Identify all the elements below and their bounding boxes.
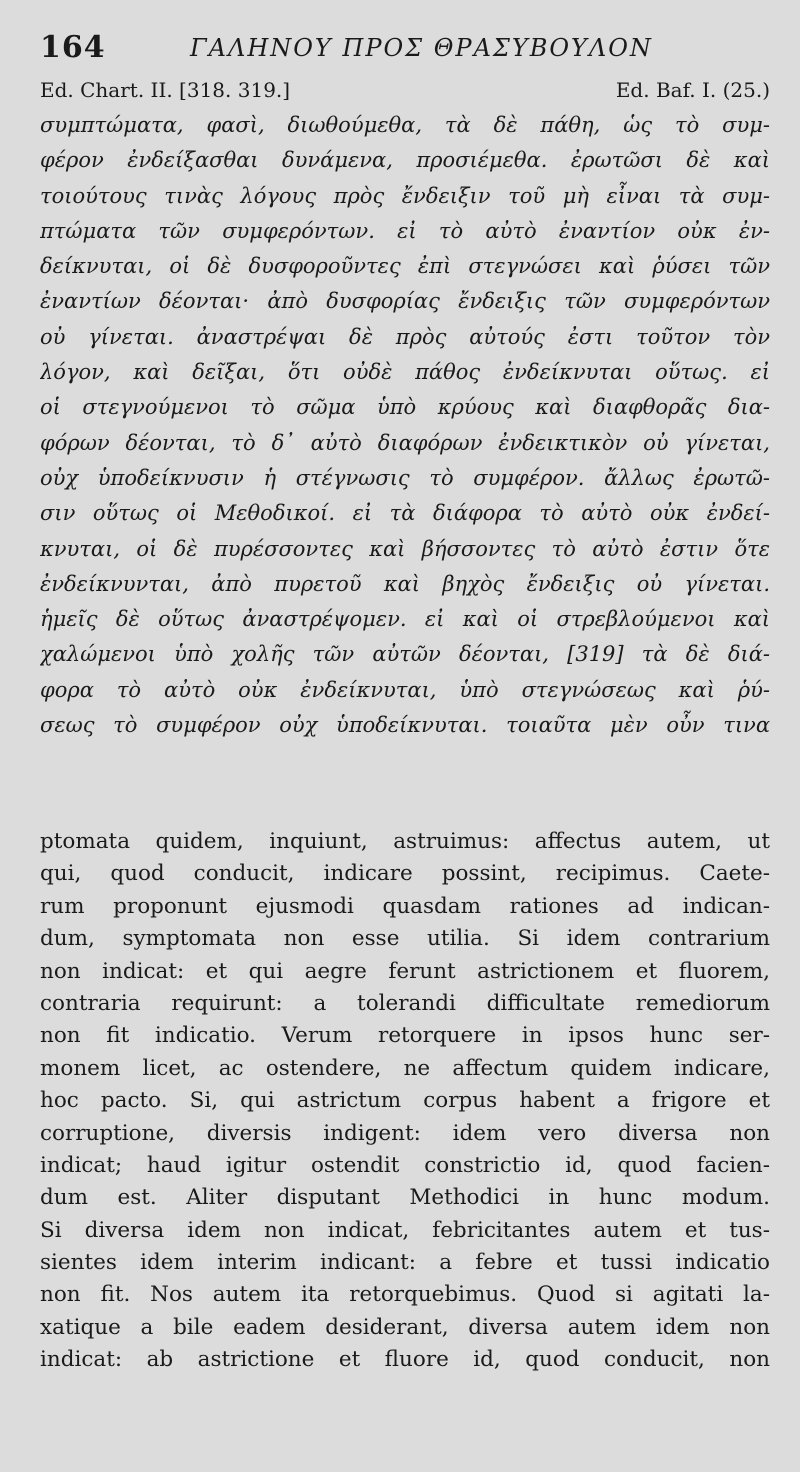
latin-text-line: qui, quod conducit, indicare possint, recipimus. Caete- xyxy=(40,861,770,887)
greek-text-line: πτώματα τῶν συμφερόντων. εἰ τὸ αὐτὸ ἐναντίον οὐκ ἐν- xyxy=(40,218,770,243)
edition-reference-basel: Ed. Baf. I. (25.) xyxy=(615,78,770,102)
greek-text-line: σιν οὕτως οἱ Μεθοδικοί. εἰ τὰ διάφορα τὸ αὐτὸ οὐκ ἐνδεί- xyxy=(40,501,770,526)
running-title: ΓΑΛΗΝΟΥ ΠΡΟΣ ΘΡΑΣΥΒΟΥΛΟΝ xyxy=(190,34,653,62)
greek-text-line: ἡμεῖς δὲ οὕτως ἀναστρέψομεν. εἰ καὶ οἱ στρεβλούμενοι καὶ xyxy=(40,607,770,632)
latin-text-line: non indicat: et qui aegre ferunt astrictionem et fluorem, xyxy=(40,958,770,984)
greek-text-line: χαλώμενοι ὑπὸ χολῆς τῶν αὐτῶν δέονται, [319] τὰ δὲ διά- xyxy=(40,642,770,667)
latin-text-line: monem licet, ac ostendere, ne affectum quidem indicare, xyxy=(40,1055,770,1081)
greek-text-line: κνυται, οἱ δὲ πυρέσσοντες καὶ βήσσοντες τὸ αὐτὸ ἐστιν ὅτε xyxy=(40,536,770,561)
greek-text-line: λόγον, καὶ δεῖξαι, ὅτι οὐδὲ πάθος ἐνδείκνυται οὕτως. εἰ xyxy=(40,360,770,385)
latin-text-line: dum est. Aliter disputant Methodici in hunc modum. xyxy=(40,1185,770,1211)
page-header xyxy=(40,30,770,70)
latin-text-line: corruptione, diversis indigent: idem vero diversa non xyxy=(40,1120,770,1146)
latin-text-line: sientes idem interim indicant: a febre et tussi indicatio xyxy=(40,1250,770,1276)
latin-text-line: hoc pacto. Si, qui astrictum corpus habent a frigore et xyxy=(40,1088,770,1114)
greek-text-line: σεως τὸ συμφέρον οὐχ ὑποδείκνυται. τοιαῦτα μὲν οὖν τινα xyxy=(40,713,770,738)
edition-reference-chartier: Ed. Chart. II. [318. 319.] xyxy=(40,78,291,102)
latin-text-line: indicat: ab astrictione et fluore id, quod conducit, non xyxy=(40,1347,770,1373)
latin-text-line: contraria requirunt: a tolerandi difficultate remediorum xyxy=(40,990,770,1016)
greek-text-line: οἱ στεγνούμενοι τὸ σῶμα ὑπὸ κρύους καὶ διαφθορᾶς δια- xyxy=(40,395,770,420)
greek-text-line: ἐναντίων δέονται· ἀπὸ δυσφορίας ἔνδειξις τῶν συμφερόντων xyxy=(40,289,770,314)
greek-text-line: ἐνδείκνυνται, ἀπὸ πυρετοῦ καὶ βηχὸς ἔνδειξις οὐ γίνεται. xyxy=(40,571,770,596)
latin-text-line: non fit. Nos autem ita retorquebimus. Quod si agitati la- xyxy=(40,1282,770,1308)
greek-text-line: τοιούτους τινὰς λόγους πρὸς ἔνδειξιν τοῦ μὴ εἶναι τὰ συμ- xyxy=(40,183,770,208)
greek-text-line: δείκνυται, οἱ δὲ δυσφοροῦντες ἐπὶ στεγνώσει καὶ ῥύσει τῶν xyxy=(40,254,770,279)
latin-text-line: indicat; haud igitur ostendit constrictio id, quod facien- xyxy=(40,1152,770,1178)
latin-text-line: non fit indicatio. Verum retorquere in ipsos hunc ser- xyxy=(40,1023,770,1049)
greek-text-block xyxy=(40,108,770,743)
latin-text-line: rum proponunt ejusmodi quasdam rationes ad indican- xyxy=(40,893,770,919)
greek-text-line: οὐ γίνεται. ἀναστρέψαι δὲ πρὸς αὐτούς ἐστι τοῦτον τὸν xyxy=(40,324,770,349)
greek-text-line: φέρον ἐνδείξασθαι δυνάμενα, προσιέμεθα. ἐρωτῶσι δὲ καὶ xyxy=(40,148,770,173)
greek-text-line: φορα τὸ αὐτὸ οὐκ ἐνδείκνυται, ὑπὸ στεγνώσεως καὶ ῥύ- xyxy=(40,677,770,702)
latin-text-line: Si diversa idem non indicat, febricitantes autem et tus- xyxy=(40,1217,770,1243)
latin-text-line: ptomata quidem, inquiunt, astruimus: affectus autem, ut xyxy=(40,829,770,854)
edition-reference-line xyxy=(40,78,770,108)
page-number: 164 xyxy=(40,30,106,65)
latin-text-line: dum, symptomata non esse utilia. Si idem contrarium xyxy=(40,926,770,952)
latin-text-block xyxy=(40,826,770,1377)
greek-text-line: οὐχ ὑποδείκνυσιν ἡ στέγνωσις τὸ συμφέρον. ἄλλως ἐρωτῶ- xyxy=(40,465,770,490)
latin-text-line: xatique a bile eadem desiderant, diversa autem idem non xyxy=(40,1314,770,1340)
greek-text-line: συμπτώματα, φασὶ, διωθούμεθα, τὰ δὲ πάθη, ὡς τὸ συμ- xyxy=(40,113,770,137)
greek-text-line: φόρων δέονται, τὸ δ᾽ αὐτὸ διαφόρων ἐνδεικτικὸν οὐ γίνεται, xyxy=(40,430,770,455)
